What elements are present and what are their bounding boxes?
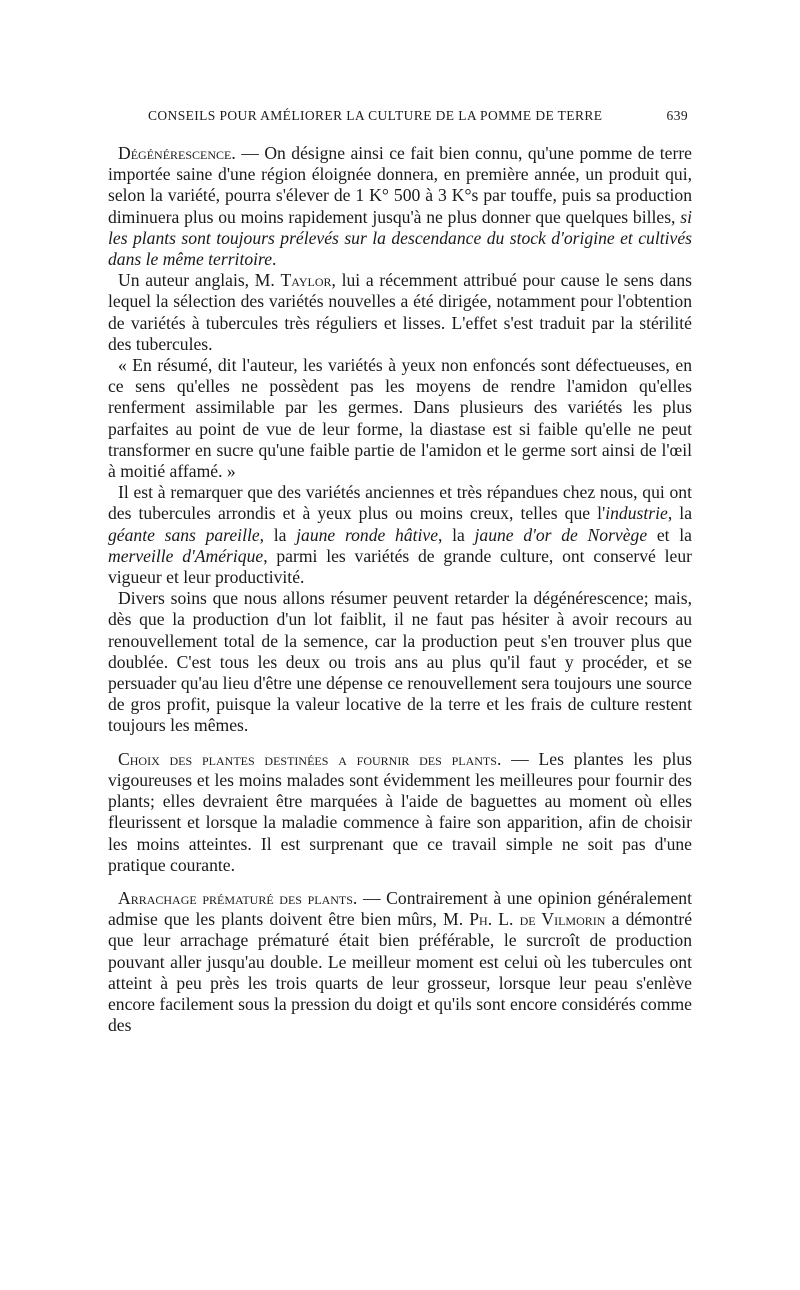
paragraph-text: , la — [438, 524, 475, 545]
author-name: Taylor — [280, 270, 332, 291]
variety-name: merveille d'Amérique — [108, 545, 264, 566]
paragraph-choix — [108, 749, 692, 876]
page-header — [148, 108, 688, 124]
section-heading-arrachage: Arrachage prématuré des plants. — [118, 887, 358, 908]
paragraph-text: , lui a récemment attribué pour cause le sens dans lequel la sélection des variétés nouvelles a été dirigée, notamment pour l'obtention de variétés à tubercules très réguliers et lisses. L'effet s'est traduit par la stérilité des tubercules. — [108, 270, 692, 354]
paragraph-degenerescence — [108, 143, 692, 270]
variety-name: industrie — [605, 503, 668, 524]
variety-name: jaune d'or de Norvège — [474, 524, 648, 545]
paragraph-text: , la — [259, 524, 297, 545]
paragraph-text: , la — [667, 503, 693, 524]
variety-name: géante sans pareille — [108, 524, 260, 545]
paragraph-text: Il est à remarquer que des variétés anciennes et très répandues chez nous, qui ont des tubercules arrondis et à yeux plus ou moins creux, telles que l' — [108, 482, 692, 524]
section-heading-choix: Choix des plantes destinées a fournir des plants. — [118, 748, 502, 769]
paragraph-text: , parmi les variétés de grande culture, ont conservé leur vigueur et leur productivité. — [108, 545, 692, 588]
paragraph-text: — On désigne ainsi ce fait bien connu, qu'une pomme de terre importée saine d'une région éloignée donnera, en première année, un produit qui, selon la variété, pourra s'élever de 1 K° 500 à 3 K°s par touffe, puis sa production diminuera plus ou moins rapidement jusqu'à ne plus donner que quelques billes, — [108, 143, 692, 227]
paragraph-text: Un auteur anglais, M. — [118, 270, 281, 291]
page-number: 639 — [666, 108, 688, 123]
variety-name: jaune ronde hâtive — [296, 524, 439, 545]
running-title: CONSEILS POUR AMÉLIORER LA CULTURE DE LA POMME DE TERRE — [148, 108, 603, 123]
paragraph-arrachage — [108, 888, 692, 1036]
paragraph-divers: Divers soins que nous allons résumer peuvent retarder la dégénérescence; mais, dès que la production d'un lot faiblit, il ne faut pas hésiter à avoir recours au renouvellement total de la semence, car la production peut s'en trouver plus que doublée. C'est tous les deux ou trois ans au plus qu'il faut y procéder, et se persuader qu'au lieu d'être une dépense ce renouvellement sera toujours une source de gros profit, puisque la valeur locative de la terre et les frais de culture restent toujours les mêmes. — [108, 588, 692, 736]
page-body — [108, 143, 692, 1036]
paragraph-text: — Contrairement à une opinion généralement admise que les plants doivent être bien mûrs, M. — [108, 887, 692, 930]
paragraph-text: et la — [647, 524, 692, 545]
paragraph-quote: « En résumé, dit l'auteur, les variétés à yeux non enfoncés sont défectueuses, en ce sens qu'elles ne possèdent pas les moyens de rendre l'amidon qu'elles renferment assimilable par les germes. Dans plusieurs des variétés les plus parfaites au point de vue de leur forme, la diastase est si faible qu'elle ne peut transformer en sucre qu'une faible partie de l'amidon et le germe sort ainsi de l'œil à moitié affamé. » — [108, 355, 692, 482]
paragraph-end: . — [272, 249, 277, 270]
paragraph-text: a démontré que leur arrachage prématuré était bien préférable, le surcroît de production pouvant aller jusqu'au double. Le meilleur moment est celui où les tubercules ont atteint à peu près les trois quarts de leur grosseur, lorsque leur peau s'enlève encore facilement sous la pression du doigt et qu'ils sont encore considérés comme des — [108, 909, 693, 1036]
paragraph-taylor — [108, 270, 692, 355]
section-heading-degenerescence: Dégénérescence. — [118, 143, 236, 163]
paragraph-varietes — [108, 482, 692, 588]
paragraph-text: — Les plantes les plus vigoureuses et les moins malades sont évidemment les meilleures pour fournir des plants; elles devraient être marquées à l'aide de baguettes au moment où elles fleurissent et lorsque la maladie commence à faire son apparition, afin de choisir les moins atteintes. Il est surprenant que ce travail simple ne soit pas d'une pratique courante. — [108, 748, 692, 875]
author-name: Ph. L. de Vilmorin — [469, 909, 606, 930]
italic-phrase: si les plants sont toujours prélevés sur la descendance du stock d'origine et cultivés dans le même territoire — [108, 206, 692, 270]
